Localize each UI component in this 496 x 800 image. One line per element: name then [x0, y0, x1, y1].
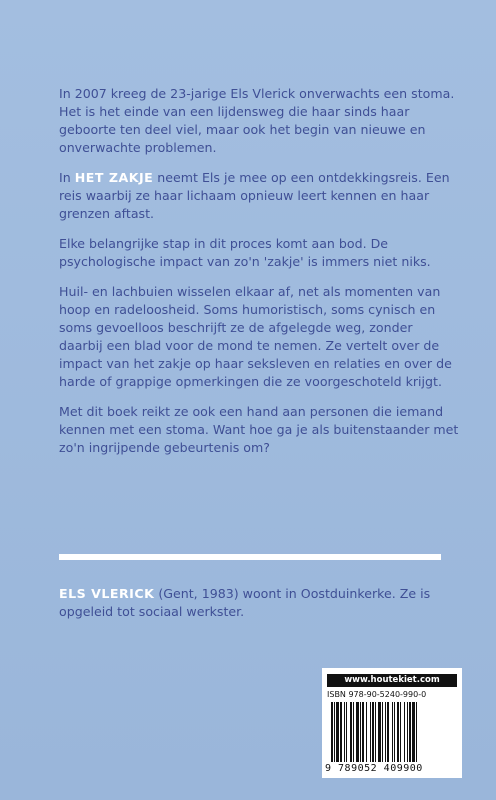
- book-title: HET ZAKJE: [74, 170, 154, 185]
- barcode-digits: 9 789052 409900: [325, 763, 423, 774]
- author-bio-text: (Gent, 1983) woont in Oostduinkerke. Ze is opgeleid tot sociaal werkster.: [59, 586, 431, 619]
- blurb-paragraph-2: [59, 169, 459, 223]
- blurb-paragraph-4: Huil- en lachbuien wisselen elkaar af, net als momenten van hoop en radeloosheid. Soms humoristisch, soms cynisch en soms gevoelloos beschrijft ze de afgelegde weg, zonder daarbij een blad voor de mond te nemen. Ze vertelt over de impact van het zakje op haar seksleven en relaties en over de harde of grappige opmerkingen die ze voorgeschoteld krijgt.: [59, 284, 452, 389]
- blurb-paragraph-5: Met dit boek reikt ze ook een hand aan personen die iemand kennen met een stoma. Want hoe ga je als buitenstaander met zo'n ingrijpende gebeurtenis om?: [59, 404, 459, 455]
- divider: [59, 554, 441, 560]
- author-bio: [59, 585, 459, 621]
- blurb-paragraph-1: In 2007 kreeg de 23-jarige Els Vlerick onverwachts een stoma. Het is het einde van een lijdensweg die haar sinds haar geboorte ten deel viel, maar ook het begin van nieuwe en onverwachte problemen.: [59, 86, 455, 155]
- blurb-p2-post: neemt Els je mee op een ontdekkingsreis. Een reis waarbij ze haar lichaam opnieuw leert kennen en haar grenzen aftast.: [59, 170, 450, 221]
- publisher-url: www.houtekiet.com: [327, 674, 457, 687]
- blurb-p2-pre: In: [59, 170, 75, 185]
- barcode-bar: [417, 702, 419, 762]
- blurb-paragraph-3: Elke belangrijke stap in dit proces komt aan bod. De psychologische impact van zo'n 'zakje' is immers niet niks.: [59, 236, 431, 269]
- author-name: ELS VLERICK: [59, 586, 155, 601]
- blurb: [59, 85, 459, 469]
- barcode-icon: [331, 702, 455, 762]
- isbn-label: ISBN 978-90-5240-990-0: [327, 690, 427, 699]
- barcode-panel: [322, 668, 462, 778]
